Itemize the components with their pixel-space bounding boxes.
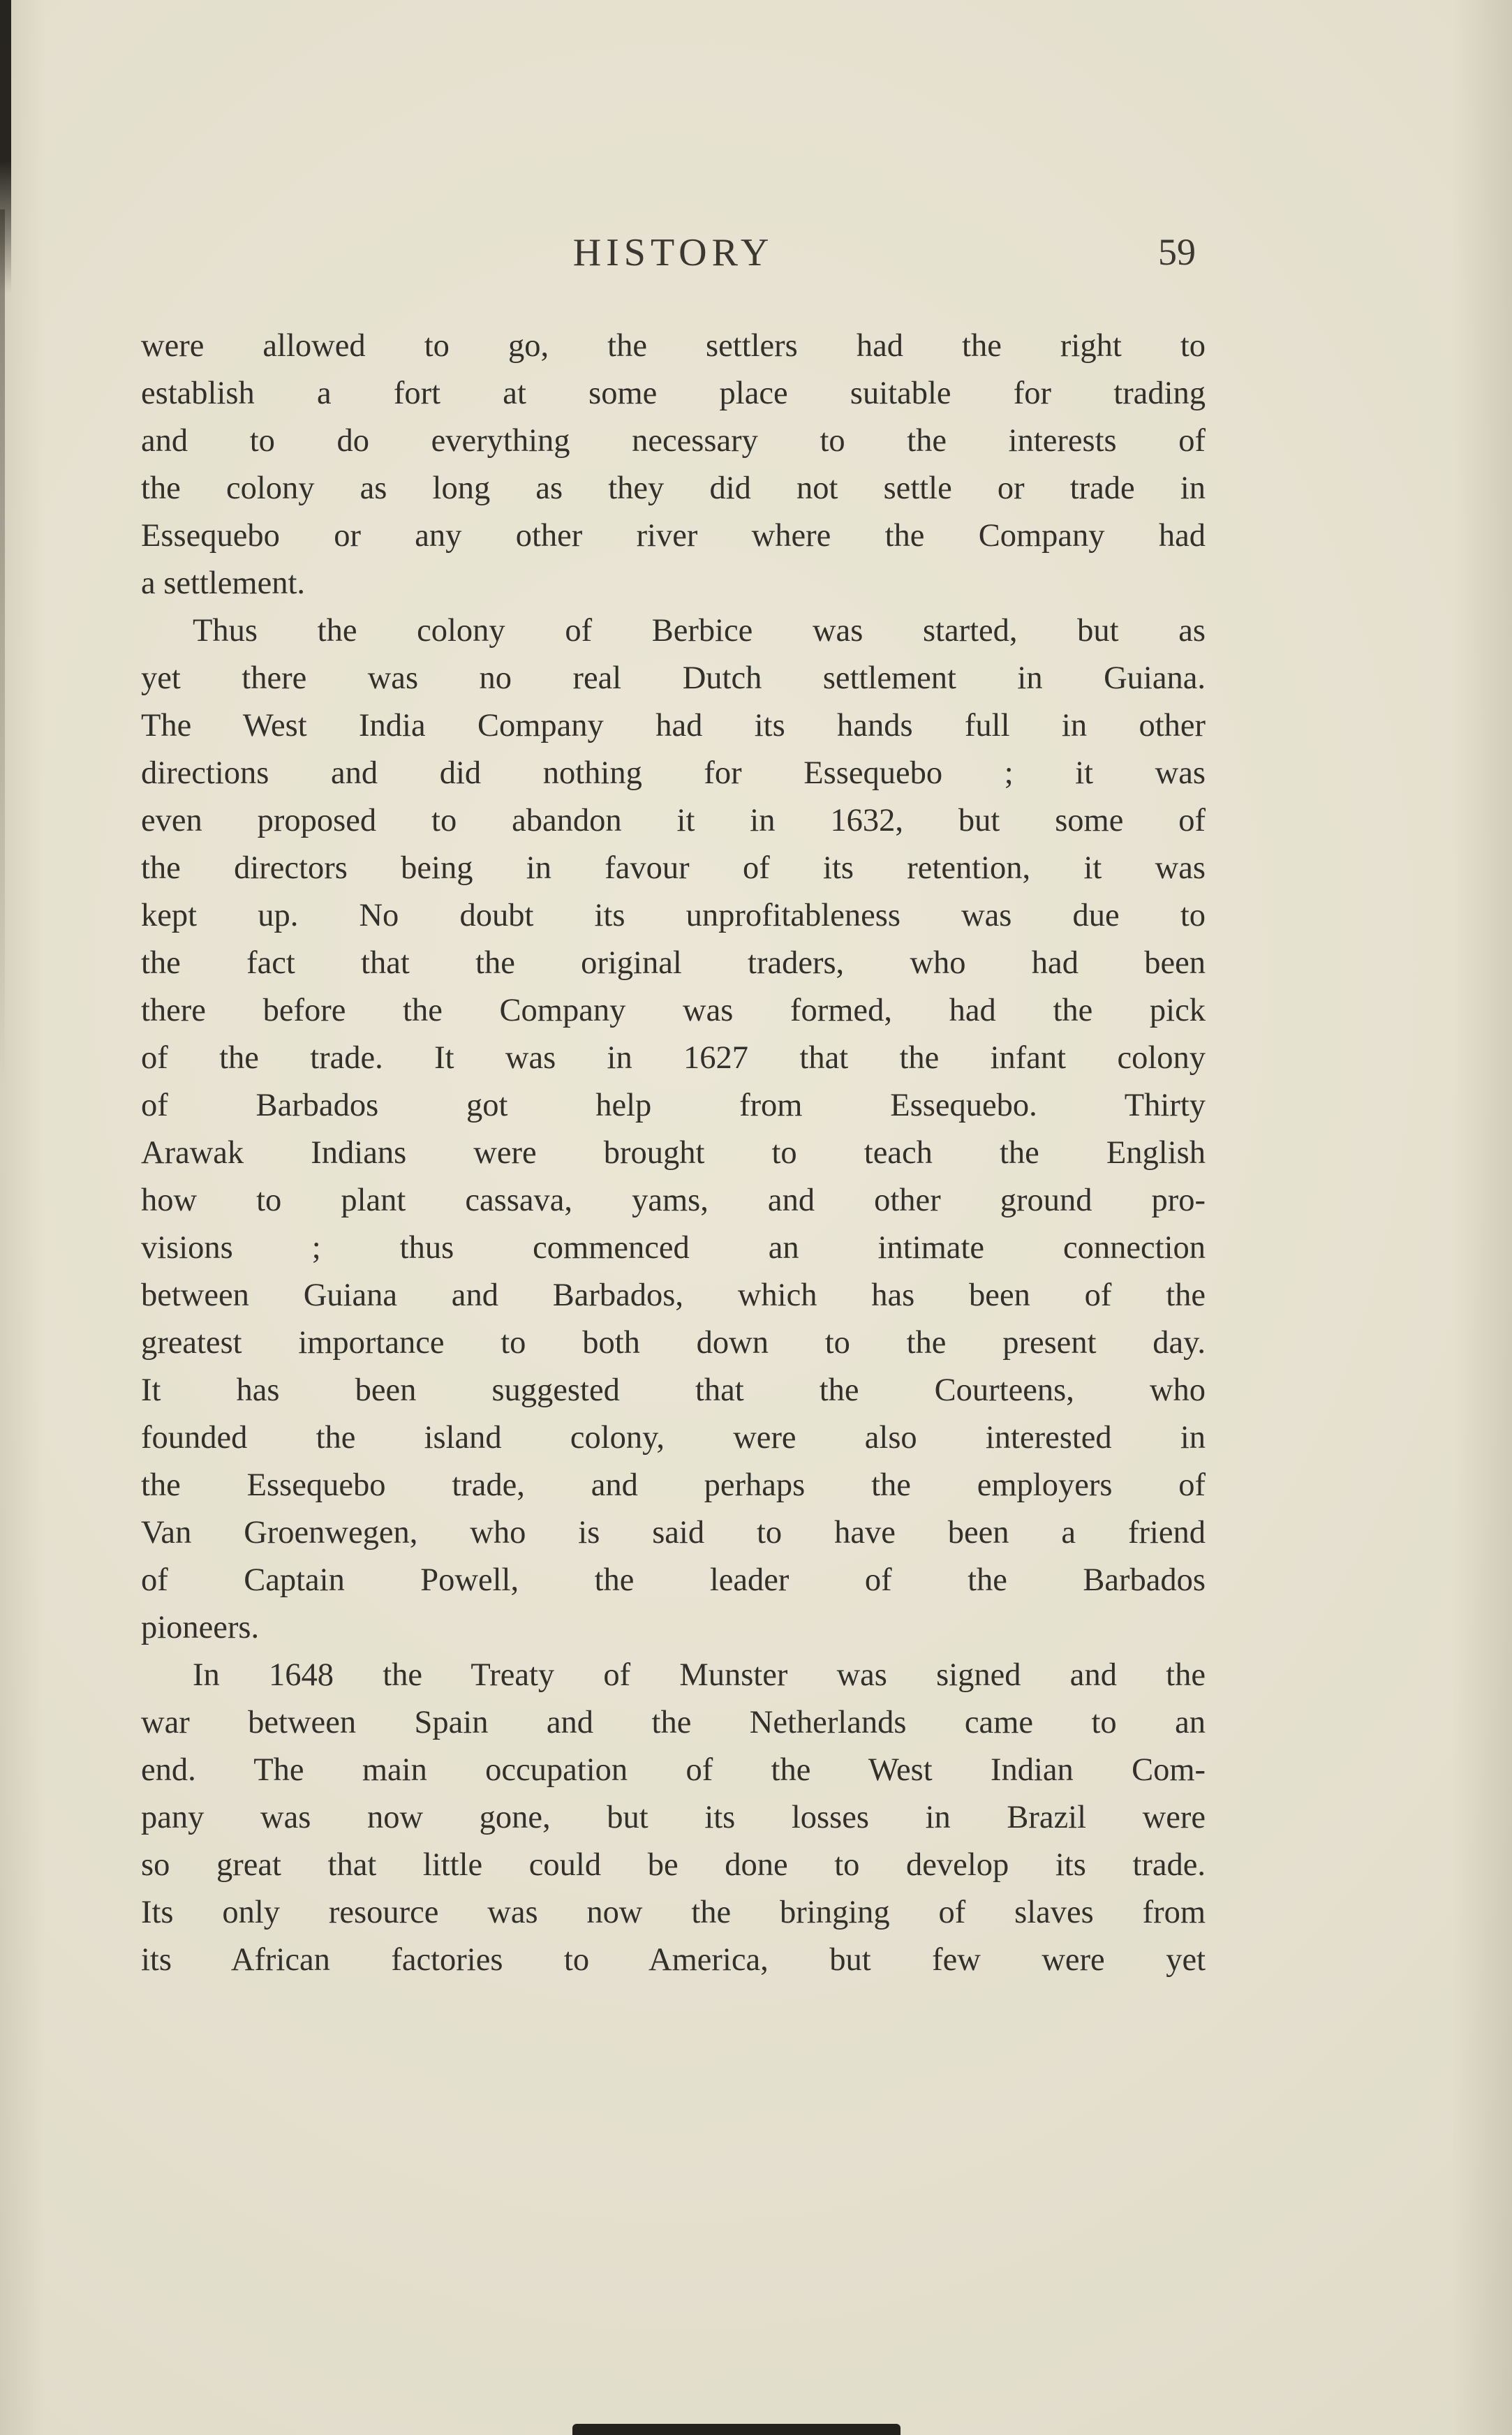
text-line: The West India Company had its hands full in other [141, 708, 1206, 743]
paragraph [141, 323, 1206, 607]
text-line: yet there was no real Dutch settlement in Guiana. [141, 660, 1206, 696]
text-line: the Essequebo trade, and perhaps the employers of [141, 1467, 1206, 1503]
text-line: so great that little could be done to develop its trade. [141, 1847, 1206, 1883]
text-line: how to plant cassava, yams, and other ground pro- [141, 1183, 1206, 1218]
text-line: pioneers. [141, 1610, 260, 1645]
text-line: visions ; thus commenced an intimate connection [141, 1230, 1206, 1266]
scan-artifact-left-shadow [0, 209, 5, 1187]
text-line: of Barbados got help from Essequebo. Thirty [141, 1088, 1206, 1123]
text-line: the directors being in favour of its retention, it was [141, 850, 1206, 886]
text-line: pany was now gone, but its losses in Brazil were [141, 1800, 1206, 1835]
text-line: establish a fort at some place suitable for trading [141, 376, 1206, 411]
paragraph [141, 1652, 1206, 1984]
text-line: war between Spain and the Netherlands came to an [141, 1705, 1206, 1740]
text-line: In 1648 the Treaty of Munster was signed and the [193, 1657, 1206, 1693]
text-line: its African factories to America, but few were yet [141, 1942, 1206, 1978]
text-line: end. The main occupation of the West Indian Com- [141, 1752, 1206, 1788]
text-line: of the trade. It was in 1627 that the infant colony [141, 1040, 1206, 1076]
text-line: Thus the colony of Berbice was started, but as [193, 613, 1206, 649]
text-line: Its only resource was now the bringing of slaves from [141, 1895, 1206, 1930]
text-line: greatest importance to both down to the present day. [141, 1325, 1206, 1361]
text-line: Arawak Indians were brought to teach the English [141, 1135, 1206, 1171]
text-line: directions and did nothing for Essequebo ; it was [141, 755, 1206, 791]
text-line: the fact that the original traders, who had been [141, 945, 1206, 981]
text-line: It has been suggested that the Courteens, who [141, 1372, 1206, 1408]
page-number: 59 [1158, 231, 1196, 273]
running-head-title: HISTORY [572, 231, 774, 274]
text-line: the colony as long as they did not settle or trade in [141, 471, 1206, 506]
scan-artifact-bottom-edge [572, 2424, 900, 2435]
text-line: Van Groenwegen, who is said to have been a friend [141, 1515, 1206, 1550]
page-header [141, 230, 1206, 286]
text-line: Essequebo or any other river where the Company had [141, 518, 1206, 554]
text-block [141, 323, 1206, 1984]
text-line: founded the island colony, were also interested in [141, 1420, 1206, 1456]
text-line: and to do everything necessary to the interests of [141, 423, 1206, 459]
text-line: were allowed to go, the settlers had the right to [141, 328, 1206, 364]
text-line: between Guiana and Barbados, which has been of the [141, 1278, 1206, 1313]
text-line: there before the Company was formed, had the pick [141, 993, 1206, 1028]
text-line: even proposed to abandon it in 1632, but some of [141, 803, 1206, 838]
text-line: a settlement. [141, 565, 305, 601]
text-line: of Captain Powell, the leader of the Barbados [141, 1562, 1206, 1598]
paragraph [141, 607, 1206, 1652]
text-line: kept up. No doubt its unprofitableness was due to [141, 898, 1206, 933]
